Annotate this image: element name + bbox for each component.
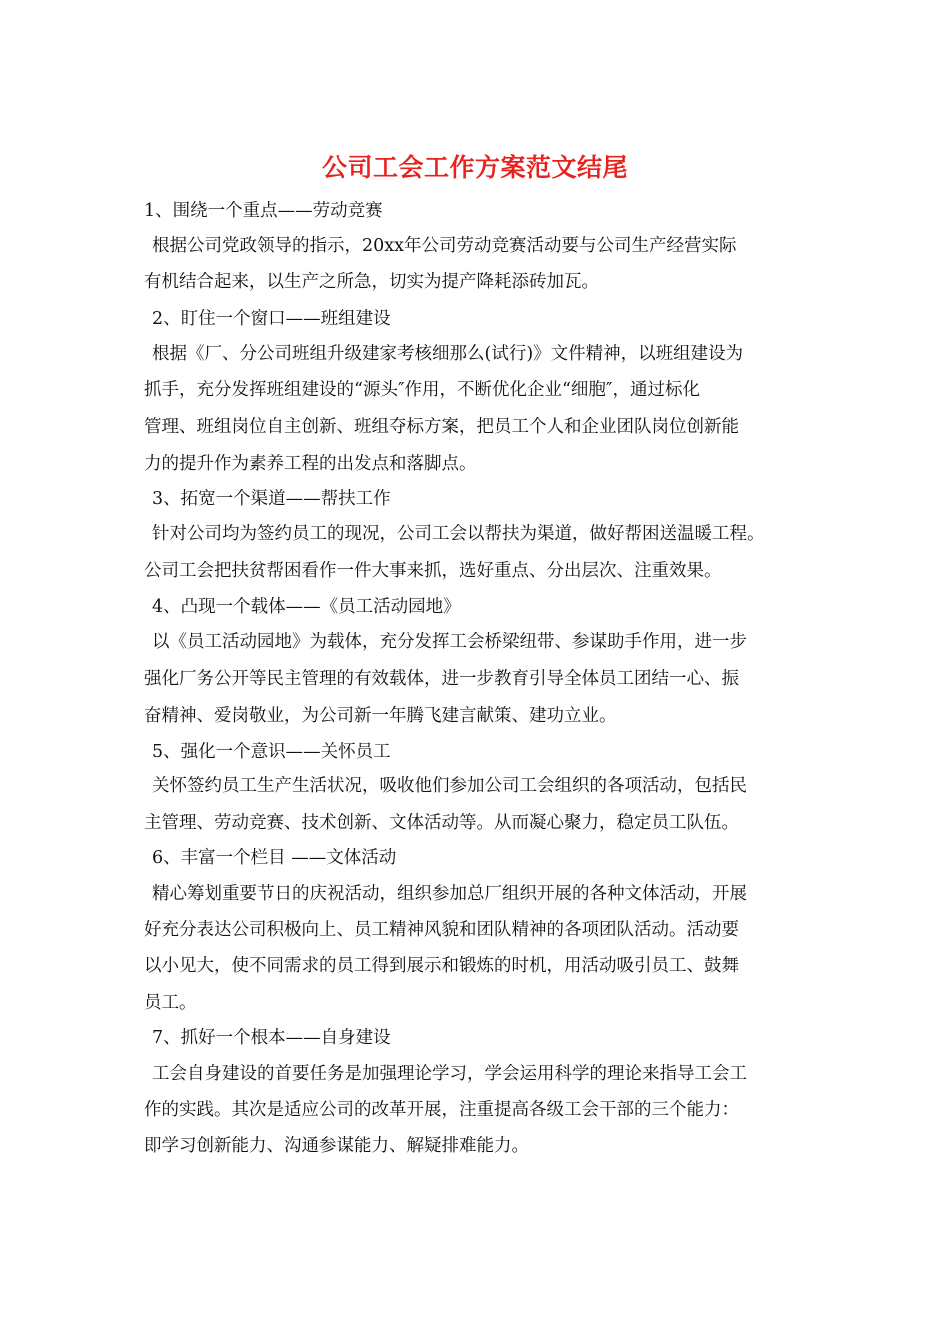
paragraph-line: 作的实践。其次是适应公司的改革开展，注重提高各级工会干部的三个能力： [144,1100,739,1120]
paragraph-line: 好充分表达公司积极向上、员工精神风貌和团队精神的各项团队活动。活动要 [144,920,739,940]
paragraph-line: 以小见大，使不同需求的员工得到展示和锻炼的时机，用活动吸引员工、鼓舞 [144,956,739,976]
paragraph-line: 管理、班组岗位自主创新、班组夺标方案，把员工个人和企业团队岗位创新能 [144,417,739,437]
paragraph-line: 员工。 [144,993,197,1013]
paragraph-line: 关怀签约员工生产生活状况，吸收他们参加公司工会组织的各项活动，包括民 [152,776,747,796]
section-heading-4: 4、凸现一个载体——《员工活动园地》 [152,597,461,617]
paragraph-line: 针对公司均为签约员工的现况，公司工会以帮扶为渠道，做好帮困送温暖工程。 [152,524,765,544]
paragraph-line: 力的提升作为素养工程的出发点和落脚点。 [144,454,477,474]
document-title: 公司工会工作方案范文结尾 [321,153,628,182]
paragraph-line: 抓手，充分发挥班组建设的“源头″作用，不断优化企业“细胞″，通过标化 [144,380,700,400]
paragraph-line: 工会自身建设的首要任务是加强理论学习，学会运用科学的理论来指导工会工 [152,1064,747,1084]
paragraph-line: 精心筹划重要节日的庆祝活动，组织参加总厂组织开展的各种文体活动，开展 [152,884,747,904]
section-heading-7: 7、抓好一个根本——自身建设 [152,1028,391,1048]
section-heading-2: 2、盯住一个窗口——班组建设 [152,309,391,329]
paragraph-line: 主管理、劳动竞赛、技术创新、文体活动等。从而凝心聚力，稳定员工队伍。 [144,813,739,833]
section-heading-5: 5、强化一个意识——关怀员工 [152,742,391,762]
paragraph-line: 以《员工活动园地》为载体，充分发挥工会桥梁纽带、参谋助手作用，进一步 [152,632,747,652]
paragraph-line: 强化厂务公开等民主管理的有效载体，进一步教育引导全体员工团结一心、振 [144,669,739,689]
paragraph-line: 即学习创新能力、沟通参谋能力、解疑排难能力。 [144,1136,529,1156]
paragraph-line: 奋精神、爱岗敬业，为公司新一年腾飞建言献策、建功立业。 [144,706,617,726]
section-heading-1: 1、围绕一个重点——劳动竞赛 [144,201,383,221]
paragraph-line: 有机结合起来，以生产之所急，切实为提产降耗添砖加瓦。 [144,272,599,292]
paragraph-line: 公司工会把扶贫帮困看作一件大事来抓，选好重点、分出层次、注重效果。 [144,561,722,581]
paragraph-line: 根据公司党政领导的指示，20xx年公司劳动竞赛活动要与公司生产经营实际 [152,236,737,256]
section-heading-3: 3、拓宽一个渠道——帮扶工作 [152,489,391,509]
section-heading-6: 6、丰富一个栏目 ——文体活动 [152,848,397,868]
paragraph-line: 根据《厂、分公司班组升级建家考核细那么(试行)》文件精神，以班组建设为 [152,344,744,364]
